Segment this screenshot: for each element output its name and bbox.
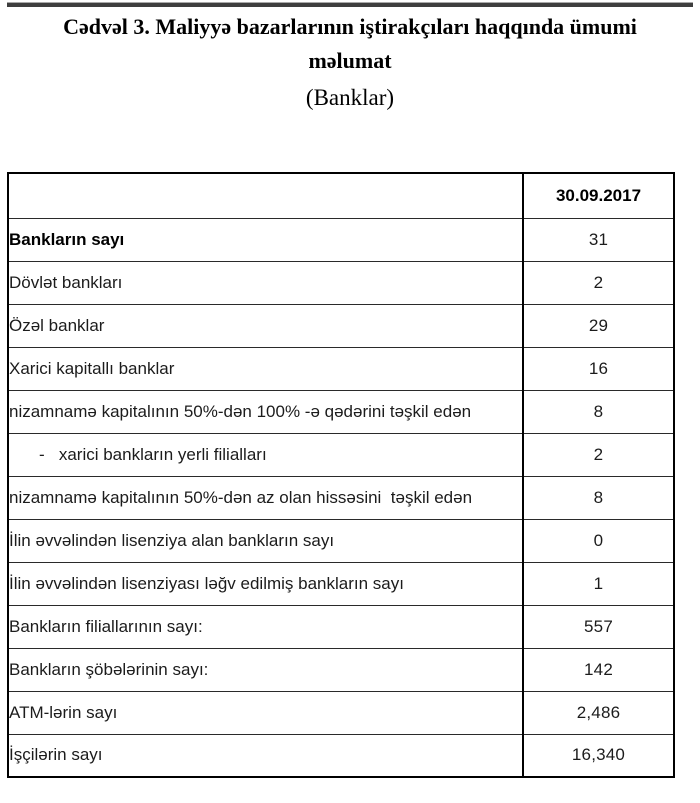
row-label: - xarici bankların yerli filialları <box>8 433 523 476</box>
table-row <box>8 605 674 648</box>
row-label: Bankların sayı <box>8 218 523 261</box>
row-label: ATM-lərin sayı <box>8 691 523 734</box>
table-row <box>8 734 674 777</box>
row-label: İlin əvvəlindən lisenziya alan bankların sayı <box>8 519 523 562</box>
row-label: Bankların şöbələrinin sayı: <box>8 648 523 691</box>
top-divider-rule <box>7 2 693 7</box>
row-value: 142 <box>523 648 674 691</box>
row-label: nizamnamə kapitalının 50%-dən 100% -ə qədərini təşkil edən <box>8 390 523 433</box>
date-column-header: 30.09.2017 <box>523 173 674 218</box>
empty-header-cell <box>8 173 523 218</box>
table-row <box>8 433 674 476</box>
table-row <box>8 304 674 347</box>
banks-table <box>7 172 675 778</box>
row-label: nizamnamə kapitalının 50%-dən az olan hissəsini təşkil edən <box>8 476 523 519</box>
table-row <box>8 476 674 519</box>
row-value: 2 <box>523 433 674 476</box>
row-label: Bankların filiallarının sayı: <box>8 605 523 648</box>
row-label: Dövlət bankları <box>8 261 523 304</box>
row-value: 2 <box>523 261 674 304</box>
row-value: 1 <box>523 562 674 605</box>
table-row <box>8 261 674 304</box>
row-value: 557 <box>523 605 674 648</box>
table-row <box>8 691 674 734</box>
table-header <box>8 173 674 218</box>
row-label: Xarici kapitallı banklar <box>8 347 523 390</box>
row-label: İlin əvvəlindən lisenziyası ləğv edilmiş bankların sayı <box>8 562 523 605</box>
page-subtitle: (Banklar) <box>305 85 395 110</box>
table-row <box>8 562 674 605</box>
row-value: 0 <box>523 519 674 562</box>
row-value: 31 <box>523 218 674 261</box>
row-value: 29 <box>523 304 674 347</box>
row-label: Özəl banklar <box>8 304 523 347</box>
row-value: 16 <box>523 347 674 390</box>
table-row <box>8 648 674 691</box>
table-header-row <box>8 173 674 218</box>
row-label: İşçilərin sayı <box>8 734 523 777</box>
table-row <box>8 390 674 433</box>
table-row <box>8 347 674 390</box>
row-value: 8 <box>523 390 674 433</box>
row-value: 16,340 <box>523 734 674 777</box>
page-title: Cədvəl 3. Maliyyə bazarlarının iştirakçıları haqqında ümumi məlumat <box>63 14 637 73</box>
table-body <box>8 218 674 777</box>
row-value: 2,486 <box>523 691 674 734</box>
row-value: 8 <box>523 476 674 519</box>
table-row <box>8 519 674 562</box>
table-row <box>8 218 674 261</box>
